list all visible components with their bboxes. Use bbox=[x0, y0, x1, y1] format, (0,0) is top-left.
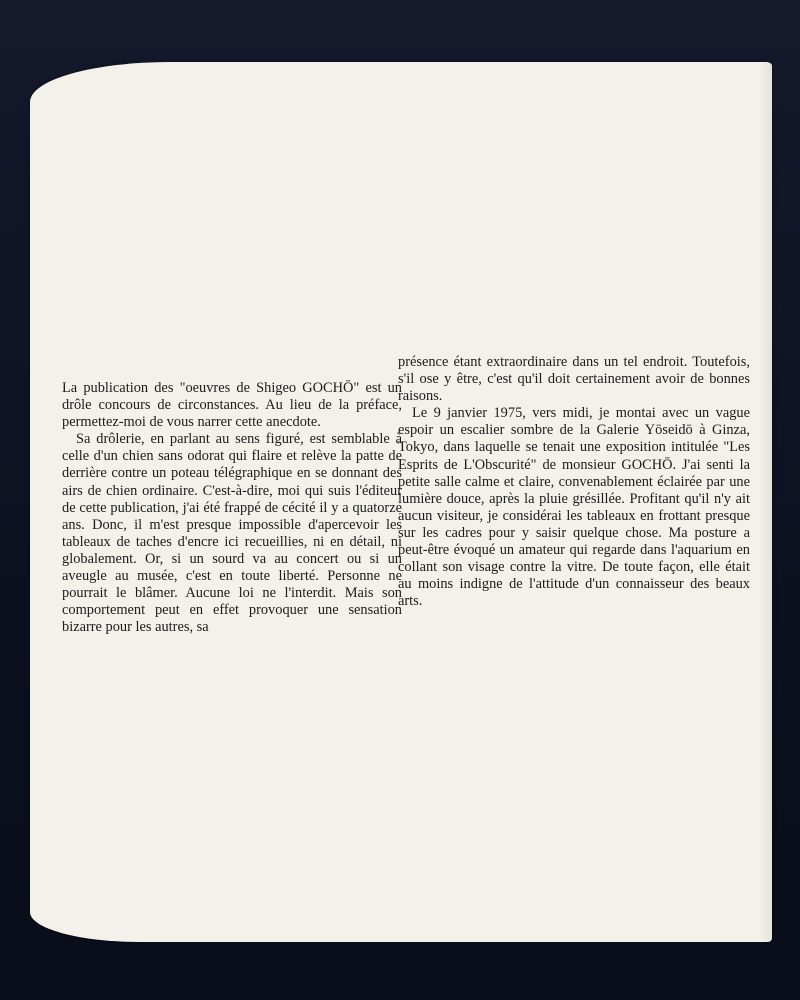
paragraph: présence étant extraordinaire dans un tel endroit. Toutefois, s'il ose y être, c'est qu'il doit certainement avoir de bonnes raisons. bbox=[398, 354, 750, 405]
text-column-left bbox=[62, 380, 402, 636]
paragraph: Sa drôlerie, en parlant au sens figuré, est semblable à celle d'un chien sans odorat qui flaire et relève la patte de derrière contre un poteau télégraphique en se donnant des airs de chien ordinaire. C'est-à-dire, moi qui suis l'éditeur de cette publication, j'ai été frappé de cécité il y a quatorze ans. Donc, il m'est presque impossible d'apercevoir les tableaux de taches d'encre ici recueillies, ni en détail, ni globalement. Or, si un sourd va au concert ou si un aveugle au musée, c'est en toute liberté. Personne ne pourrait le blâmer. Aucune loi ne l'interdit. Mais son comportement peut en effet provoquer une sensation bizarre pour les autres, sa bbox=[62, 431, 402, 636]
paragraph: Le 9 janvier 1975, vers midi, je montai avec un vague espoir un escalier sombre de la Galerie Yōseidō à Ginza, Tokyo, dans laquelle se tenait une exposition intitulée "Les Esprits de L'Obscurité" de monsieur GOCHŌ. J'ai senti la petite salle calme et claire, convenablement éclairée par une lumière douce, après la pluie grésillée. Profitant qu'il n'y ait aucun visiteur, je considérai les tableaux en frottant presque sur les cadres pour y saisir quelque chose. Ma posture a peut-être évoqué un amateur qui regarde dans l'aquarium en collant son visage contre la vitre. De toute façon, elle était au moins indigne de l'attitude d'un connaisseur des beaux arts. bbox=[398, 405, 750, 610]
paragraph: La publication des "oeuvres de Shigeo GOCHŌ" est un drôle concours de circonstances. Au lieu de la préface, permettez-moi de vous narrer cette anecdote. bbox=[62, 380, 402, 431]
book-page bbox=[30, 62, 772, 942]
text-column-right bbox=[398, 354, 750, 610]
